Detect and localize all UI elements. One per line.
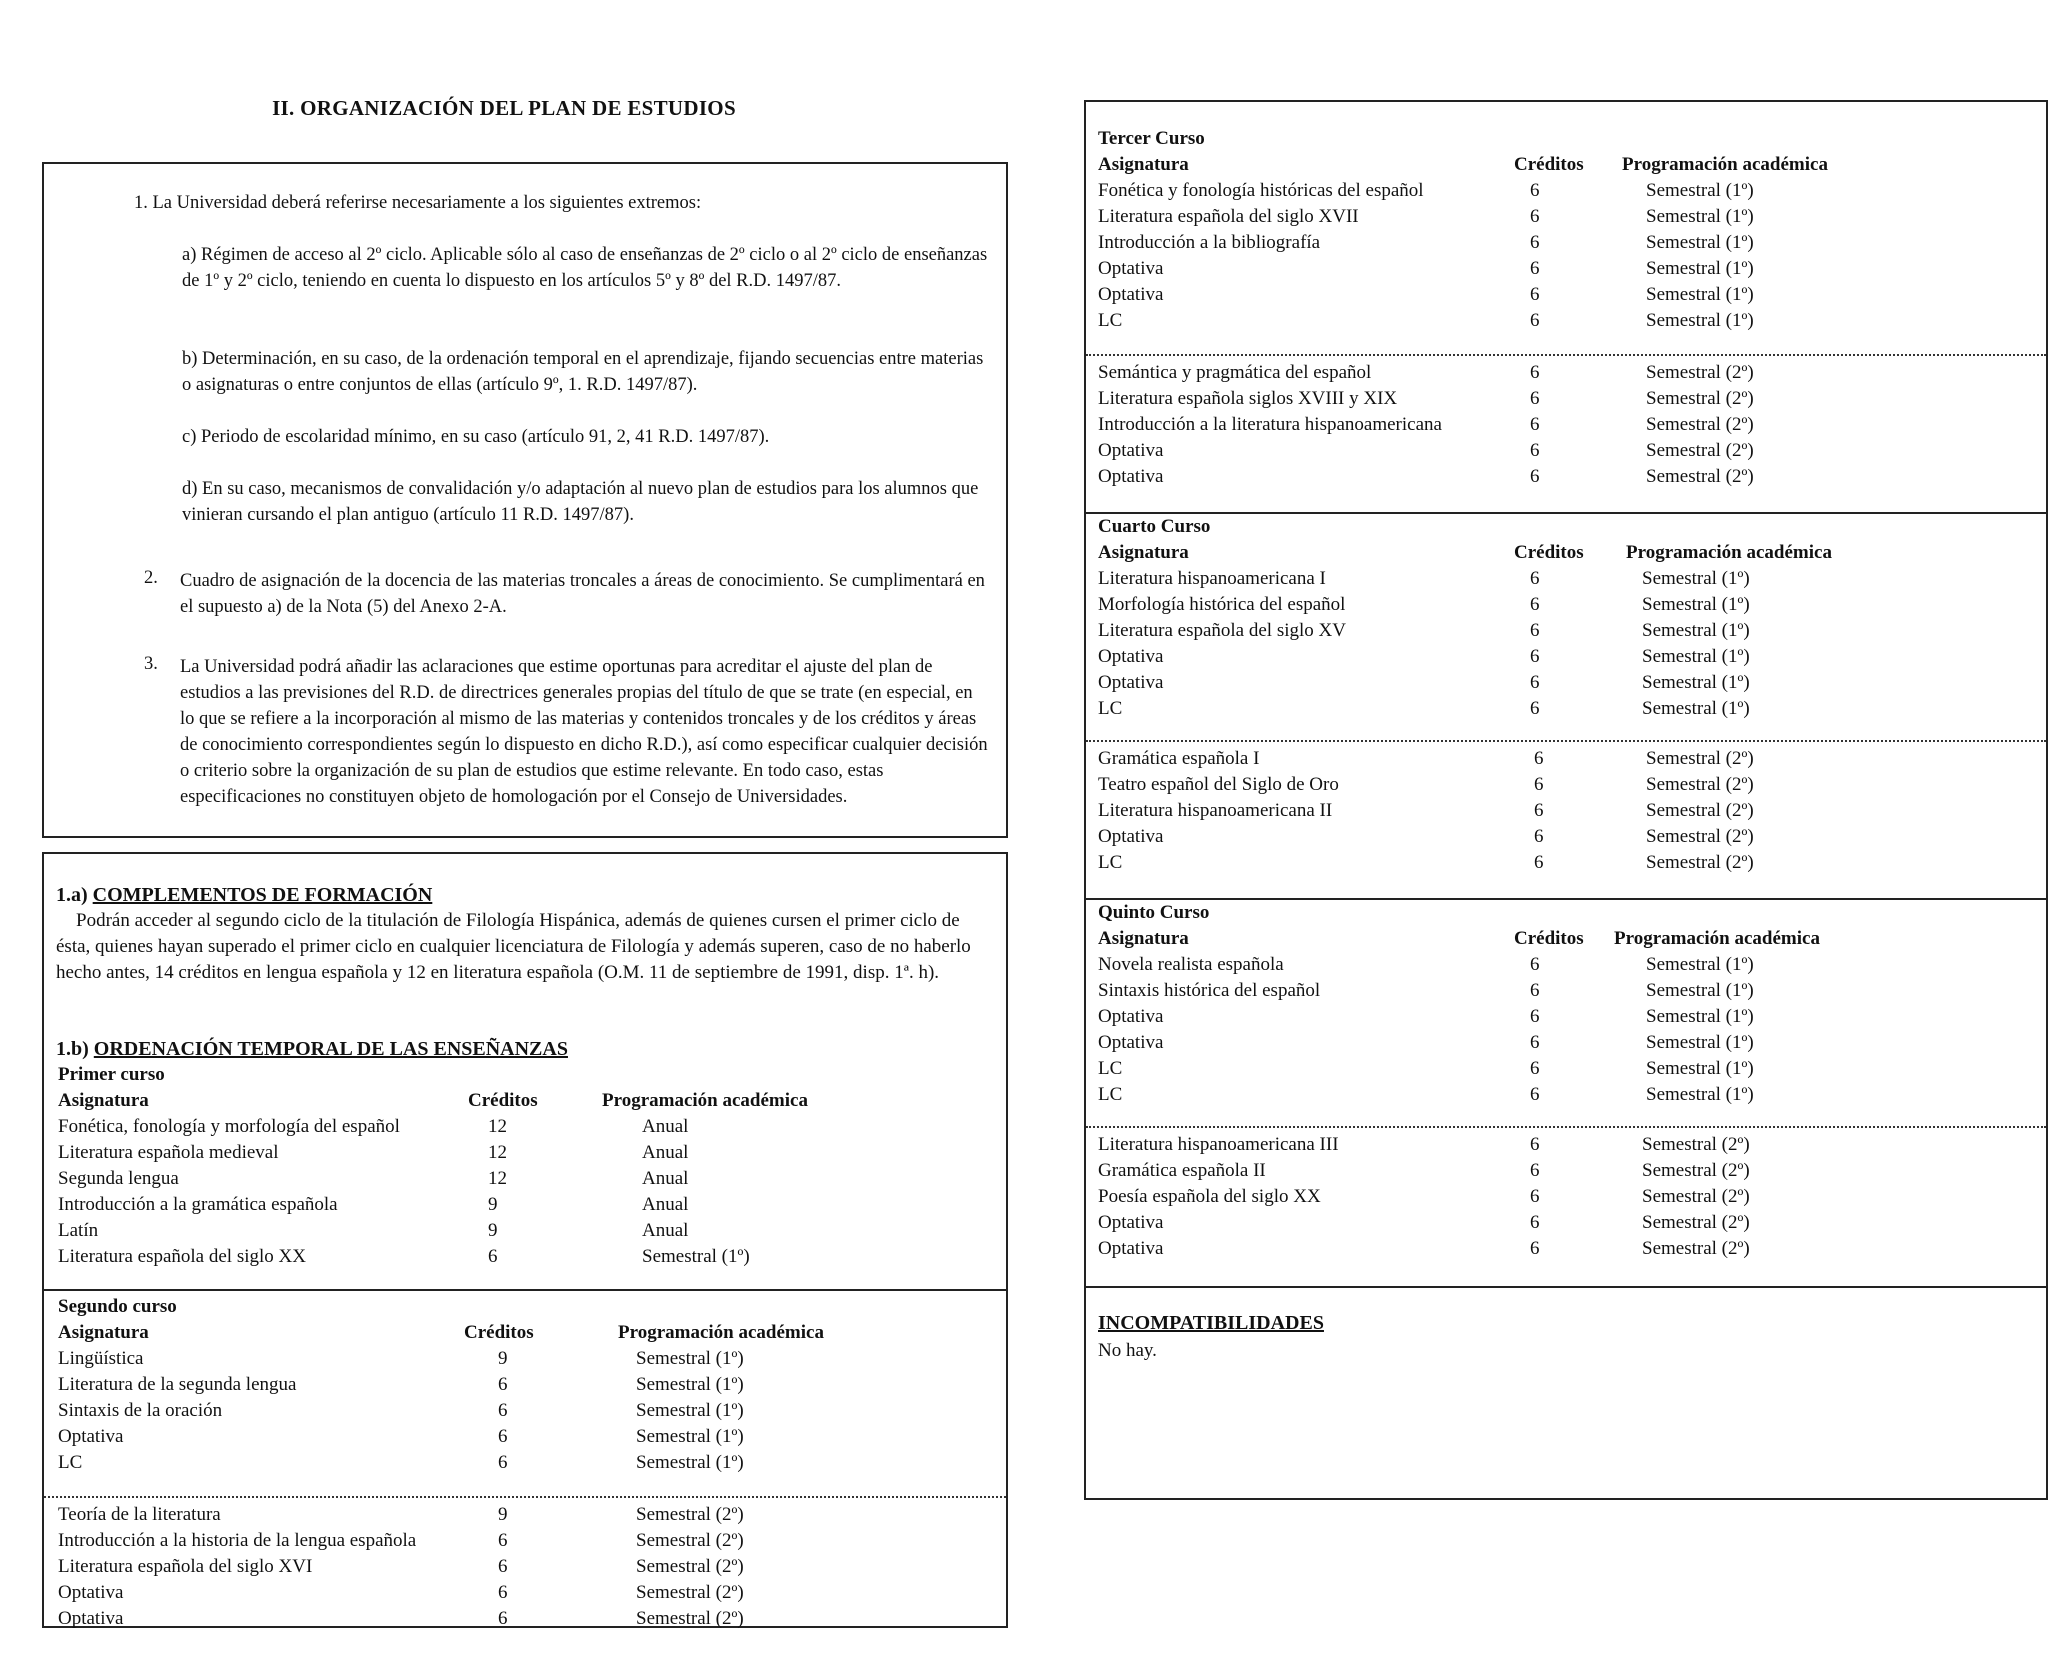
credits-cell: 6	[1530, 284, 1540, 305]
credits-cell: 9	[498, 1504, 508, 1525]
subject-cell: Optativa	[1098, 1212, 1164, 1233]
credits-cell: 6	[1530, 1186, 1540, 1207]
subject-cell: LC	[1098, 1084, 1123, 1105]
credits-cell: 6	[1530, 440, 1540, 461]
table-row	[1098, 698, 2028, 724]
table-row	[58, 1220, 958, 1246]
table-row	[58, 1142, 958, 1168]
table-row	[1098, 1212, 2028, 1238]
subject-cell: Gramática española I	[1098, 748, 1260, 769]
credits-cell: 12	[488, 1168, 507, 1189]
schedule-cell: Semestral (1º)	[1646, 310, 1754, 331]
schedule-cell: Semestral (1º)	[636, 1400, 744, 1421]
segundo-curso-table-2	[58, 1504, 958, 1634]
table-row	[58, 1374, 958, 1400]
table-row	[58, 1116, 958, 1142]
credits-cell: 6	[1530, 646, 1540, 667]
instruction-3-number: 3.	[144, 654, 158, 674]
col-programacion: Programación académica	[602, 1090, 808, 1111]
schedule-cell: Semestral (2º)	[636, 1556, 744, 1577]
subject-cell: Segunda lengua	[58, 1168, 179, 1189]
table-row	[1098, 774, 2028, 800]
schedule-cell: Anual	[642, 1116, 689, 1137]
col-asignatura: Asignatura	[1098, 542, 1189, 563]
schedule-cell: Semestral (1º)	[636, 1452, 744, 1473]
complementos-text: Podrán acceder al segundo ciclo de la titulación de Filología Hispánica, además de quienes cursen el primer ciclo de ésta, quienes hayan superado el primer ciclo en cualquier licenciatura de Filología y además superen, caso de no haberlo hecho antes, 14 créditos en lengua española y 12 en literatura española (O.M. 11 de septiembre de 1991, disp. 1ª. h).	[56, 910, 971, 983]
subject-cell: LC	[58, 1452, 83, 1473]
credits-cell: 6	[1530, 466, 1540, 487]
credits-cell: 6	[1530, 1238, 1540, 1259]
credits-cell: 6	[1530, 1160, 1540, 1181]
credits-cell: 6	[1530, 568, 1540, 589]
col-creditos: Créditos	[468, 1090, 538, 1111]
subject-cell: Literatura española siglos XVIII y XIX	[1098, 388, 1398, 409]
quinto-curso-table	[1098, 902, 2028, 1110]
credits-cell: 6	[1534, 800, 1544, 821]
subject-cell: Teatro español del Siglo de Oro	[1098, 774, 1339, 795]
table-row	[1098, 594, 2028, 620]
subject-cell: Semántica y pragmática del español	[1098, 362, 1372, 383]
subject-cell: Introducción a la bibliografía	[1098, 232, 1321, 253]
subject-cell: Literatura española del siglo XVI	[58, 1556, 313, 1577]
subject-cell: Literatura española del siglo XV	[1098, 620, 1346, 641]
credits-cell: 6	[1530, 1084, 1540, 1105]
subject-cell: LC	[1098, 310, 1123, 331]
credits-cell: 6	[1530, 258, 1540, 279]
col-creditos: Créditos	[1514, 542, 1584, 563]
subject-cell: Optativa	[58, 1426, 124, 1447]
credits-cell: 6	[1530, 232, 1540, 253]
tercer-curso-table-2	[1098, 362, 2028, 492]
subject-cell: Literatura española medieval	[58, 1142, 279, 1163]
subject-cell: Literatura española del siglo XX	[58, 1246, 306, 1267]
course-title: Cuarto Curso	[1098, 516, 1211, 537]
schedule-cell: Anual	[642, 1142, 689, 1163]
table-row	[1098, 980, 2028, 1006]
cuarto-curso-table	[1098, 516, 2028, 724]
course-title: Segundo curso	[58, 1296, 177, 1317]
table-row	[1098, 954, 2028, 980]
table-row	[58, 1608, 958, 1634]
credits-cell: 9	[488, 1220, 498, 1241]
table-row	[1098, 852, 2028, 878]
credits-cell: 6	[498, 1374, 508, 1395]
semester-divider	[1086, 354, 2046, 356]
credits-cell: 6	[1534, 774, 1544, 795]
schedule-cell: Semestral (1º)	[1642, 594, 1750, 615]
table-row	[1098, 414, 2028, 440]
section-separator	[1086, 898, 2046, 900]
subject-cell: Optativa	[1098, 1032, 1164, 1053]
col-programacion: Programación académica	[1614, 928, 1820, 949]
schedule-cell: Semestral (1º)	[1646, 232, 1754, 253]
subject-cell: Optativa	[1098, 826, 1164, 847]
col-programacion: Programación académica	[618, 1322, 824, 1343]
incompatibilidades-heading: INCOMPATIBILIDADES	[1098, 1312, 1324, 1334]
subject-cell: Optativa	[1098, 258, 1164, 279]
instruction-item-2: Cuadro de asignación de la docencia de las materias troncales a áreas de conocimiento. Se cumplimentará en el supuesto a) de la Nota (5) del Anexo 2-A.	[180, 571, 985, 617]
schedule-cell: Anual	[642, 1220, 689, 1241]
credits-cell: 6	[498, 1530, 508, 1551]
subject-cell: Fonética y fonología históricas del español	[1098, 180, 1424, 201]
schedule-cell: Semestral (2º)	[1646, 466, 1754, 487]
subject-cell: Teoría de la literatura	[58, 1504, 221, 1525]
col-programacion: Programación académica	[1622, 154, 1828, 175]
complementos-heading: 1.a) COMPLEMENTOS DE FORMACIÓN	[56, 884, 433, 906]
table-row	[58, 1426, 958, 1452]
credits-cell: 6	[1530, 180, 1540, 201]
table-row	[1098, 362, 2028, 388]
col-asignatura: Asignatura	[1098, 928, 1189, 949]
subject-cell: Optativa	[1098, 440, 1164, 461]
instructions-box	[42, 162, 1008, 838]
credits-cell: 6	[498, 1556, 508, 1577]
schedule-cell: Semestral (2º)	[636, 1582, 744, 1603]
schedule-cell: Semestral (1º)	[1646, 1032, 1754, 1053]
credits-cell: 6	[1530, 388, 1540, 409]
subject-cell: Literatura de la segunda lengua	[58, 1374, 297, 1395]
col-creditos: Créditos	[1514, 154, 1584, 175]
course-title: Quinto Curso	[1098, 902, 1210, 923]
schedule-cell: Semestral (1º)	[1642, 698, 1750, 719]
col-asignatura: Asignatura	[58, 1090, 149, 1111]
credits-cell: 6	[1530, 620, 1540, 641]
quinto-curso-table-2	[1098, 1134, 2028, 1264]
left-plan-box	[42, 852, 1008, 1628]
subject-cell: Optativa	[1098, 646, 1164, 667]
col-asignatura: Asignatura	[1098, 154, 1189, 175]
semester-divider	[1086, 740, 2046, 742]
table-row	[1098, 826, 2028, 852]
subject-cell: LC	[1098, 698, 1123, 719]
credits-cell: 6	[1530, 206, 1540, 227]
subject-cell: Novela realista española	[1098, 954, 1284, 975]
credits-cell: 6	[1530, 414, 1540, 435]
subject-cell: Optativa	[1098, 1238, 1164, 1259]
schedule-cell: Semestral (1º)	[1646, 180, 1754, 201]
credits-cell: 6	[1530, 1134, 1540, 1155]
subject-cell: Sintaxis histórica del español	[1098, 980, 1321, 1001]
table-row	[1098, 232, 2028, 258]
table-row	[1098, 388, 2028, 414]
credits-cell: 6	[1530, 698, 1540, 719]
table-row	[1098, 620, 2028, 646]
table-row	[1098, 1084, 2028, 1110]
schedule-cell: Semestral (1º)	[1646, 980, 1754, 1001]
subject-cell: Introducción a la historia de la lengua española	[58, 1530, 417, 1551]
incompatibilidades-text: No hay.	[1098, 1340, 1157, 1361]
subject-cell: Introducción a la gramática española	[58, 1194, 338, 1215]
subject-cell: LC	[1098, 1058, 1123, 1079]
course-title: Primer curso	[58, 1064, 165, 1085]
table-row	[1098, 180, 2028, 206]
schedule-cell: Semestral (1º)	[1646, 206, 1754, 227]
instruction-c: c) Periodo de escolaridad mínimo, en su caso (artículo 91, 2, 41 R.D. 1497/87).	[182, 427, 770, 447]
col-creditos: Créditos	[464, 1322, 534, 1343]
cuarto-curso-table-2	[1098, 748, 2028, 878]
table-row	[1098, 310, 2028, 336]
schedule-cell: Semestral (1º)	[1646, 1006, 1754, 1027]
section-separator	[44, 1289, 1006, 1291]
schedule-cell: Semestral (1º)	[636, 1374, 744, 1395]
table-row	[1098, 748, 2028, 774]
subject-cell: LC	[1098, 852, 1123, 873]
schedule-cell: Semestral (1º)	[636, 1426, 744, 1447]
table-row	[58, 1194, 958, 1220]
credits-cell: 6	[498, 1582, 508, 1603]
segundo-curso-table	[58, 1296, 958, 1478]
col-creditos: Créditos	[1514, 928, 1584, 949]
subject-cell: Literatura española del siglo XVII	[1098, 206, 1359, 227]
credits-cell: 6	[1530, 980, 1540, 1001]
subject-cell: Optativa	[58, 1608, 124, 1629]
schedule-cell: Semestral (1º)	[1642, 620, 1750, 641]
page-title: II. ORGANIZACIÓN DEL PLAN DE ESTUDIOS	[272, 96, 736, 120]
schedule-cell: Anual	[642, 1194, 689, 1215]
col-asignatura: Asignatura	[58, 1322, 149, 1343]
subject-cell: Sintaxis de la oración	[58, 1400, 223, 1421]
schedule-cell: Semestral (2º)	[1646, 748, 1754, 769]
schedule-cell: Semestral (2º)	[1642, 1134, 1750, 1155]
subject-cell: Introducción a la literatura hispanoamericana	[1098, 414, 1442, 435]
credits-cell: 6	[1530, 672, 1540, 693]
table-row	[58, 1530, 958, 1556]
instruction-2-number: 2.	[144, 568, 158, 588]
course-title: Tercer Curso	[1098, 128, 1205, 149]
table-row	[58, 1582, 958, 1608]
table-row	[58, 1556, 958, 1582]
credits-cell: 6	[498, 1608, 508, 1629]
table-row	[1098, 284, 2028, 310]
schedule-cell: Semestral (2º)	[1642, 1238, 1750, 1259]
schedule-cell: Semestral (2º)	[636, 1608, 744, 1629]
schedule-cell: Semestral (1º)	[1642, 568, 1750, 589]
instruction-b: b) Determinación, en su caso, de la ordenación temporal en el aprendizaje, fijando secuencias entre materias o asignaturas o entre conjuntos de ellas (artículo 9º, 1. R.D. 1497/87).	[182, 349, 984, 395]
subject-cell: Optativa	[58, 1582, 124, 1603]
schedule-cell: Semestral (1º)	[1646, 1058, 1754, 1079]
table-row	[1098, 1006, 2028, 1032]
schedule-cell: Semestral (2º)	[1642, 1186, 1750, 1207]
instruction-a: a) Régimen de acceso al 2º ciclo. Aplicable sólo al caso de enseñanzas de 2º ciclo o al 2º ciclo de enseñanzas de 1º y 2º ciclo, teniendo en cuenta lo dispuesto en los artículos 5º y 8º del R.D. 1497/87.	[182, 245, 988, 291]
credits-cell: 6	[1534, 852, 1544, 873]
primer-curso-table	[58, 1064, 958, 1272]
credits-cell: 6	[1534, 748, 1544, 769]
table-row	[1098, 1032, 2028, 1058]
table-row	[1098, 1134, 2028, 1160]
schedule-cell: Semestral (2º)	[1646, 414, 1754, 435]
credits-cell: 12	[488, 1116, 507, 1137]
schedule-cell: Semestral (1º)	[636, 1348, 744, 1369]
instruction-item-3: La Universidad podrá añadir las aclaraciones que estime oportunas para acreditar el ajuste del plan de estudios a las previsiones del R.D. de directrices generales propias del título de que se trate (en especial, en lo que se refiere a la incorporación al mismo de las materias y contenidos troncales y de los créditos y áreas de conocimiento correspondientes según lo dispuesto en dicho R.D.), así como especificar cualquier decisión o criterio sobre la organización de su plan de estudios que estime relevante. En todo caso, estas especificaciones no constituyen objeto de homologación por el Consejo de Universidades.	[180, 657, 988, 807]
schedule-cell: Semestral (1º)	[642, 1246, 750, 1267]
schedule-cell: Semestral (2º)	[1646, 774, 1754, 795]
table-row	[58, 1452, 958, 1478]
schedule-cell: Semestral (1º)	[1646, 1084, 1754, 1105]
table-row	[1098, 258, 2028, 284]
right-plan-box	[1084, 100, 2048, 1500]
subject-cell: Literatura hispanoamericana I	[1098, 568, 1326, 589]
credits-cell: 9	[488, 1194, 498, 1215]
subject-cell: Literatura hispanoamericana III	[1098, 1134, 1339, 1155]
instruction-item-1: 1. La Universidad deberá referirse necesariamente a los siguientes extremos:	[134, 193, 702, 213]
ordenacion-heading: 1.b) ORDENACIÓN TEMPORAL DE LAS ENSEÑANZAS	[56, 1038, 568, 1060]
table-row	[1098, 440, 2028, 466]
table-row	[58, 1348, 958, 1374]
credits-cell: 6	[1530, 954, 1540, 975]
schedule-cell: Semestral (2º)	[636, 1504, 744, 1525]
credits-cell: 6	[1530, 310, 1540, 331]
subject-cell: Optativa	[1098, 284, 1164, 305]
section-separator	[1086, 1286, 2046, 1288]
schedule-cell: Semestral (1º)	[1646, 258, 1754, 279]
table-row	[1098, 1058, 2028, 1084]
schedule-cell: Semestral (2º)	[1646, 362, 1754, 383]
subject-cell: Literatura hispanoamericana II	[1098, 800, 1333, 821]
table-row	[1098, 1160, 2028, 1186]
credits-cell: 6	[1530, 1006, 1540, 1027]
table-row	[58, 1246, 958, 1272]
table-row	[58, 1400, 958, 1426]
schedule-cell: Semestral (2º)	[1646, 800, 1754, 821]
subject-cell: Fonética, fonología y morfología del español	[58, 1116, 400, 1137]
schedule-cell: Semestral (2º)	[1642, 1212, 1750, 1233]
subject-cell: Morfología histórica del español	[1098, 594, 1346, 615]
subject-cell: Poesía española del siglo XX	[1098, 1186, 1321, 1207]
schedule-cell: Semestral (2º)	[1646, 852, 1754, 873]
schedule-cell: Semestral (2º)	[1646, 440, 1754, 461]
credits-cell: 9	[498, 1348, 508, 1369]
subject-cell: Optativa	[1098, 672, 1164, 693]
subject-cell: Optativa	[1098, 466, 1164, 487]
credits-cell: 6	[498, 1426, 508, 1447]
subject-cell: Gramática española II	[1098, 1160, 1266, 1181]
schedule-cell: Semestral (2º)	[1646, 388, 1754, 409]
schedule-cell: Anual	[642, 1168, 689, 1189]
table-row	[1098, 1238, 2028, 1264]
subject-cell: Latín	[58, 1220, 99, 1241]
credits-cell: 6	[1534, 826, 1544, 847]
instruction-d: d) En su caso, mecanismos de convalidación y/o adaptación al nuevo plan de estudios para los alumnos que vinieran cursando el plan antiguo (artículo 11 R.D. 1497/87).	[182, 479, 979, 525]
credits-cell: 6	[1530, 1032, 1540, 1053]
semester-divider	[1086, 1126, 2046, 1128]
tercer-curso-table	[1098, 128, 2028, 336]
schedule-cell: Semestral (2º)	[636, 1530, 744, 1551]
credits-cell: 6	[498, 1452, 508, 1473]
table-row	[1098, 646, 2028, 672]
section-separator	[1086, 512, 2046, 514]
schedule-cell: Semestral (1º)	[1642, 672, 1750, 693]
schedule-cell: Semestral (1º)	[1642, 646, 1750, 667]
table-row	[1098, 1186, 2028, 1212]
credits-cell: 12	[488, 1142, 507, 1163]
table-row	[1098, 206, 2028, 232]
subject-cell: Lingüística	[58, 1348, 144, 1369]
credits-cell: 6	[1530, 1058, 1540, 1079]
credits-cell: 6	[1530, 1212, 1540, 1233]
table-row	[1098, 800, 2028, 826]
table-row	[58, 1504, 958, 1530]
credits-cell: 6	[1530, 594, 1540, 615]
schedule-cell: Semestral (1º)	[1646, 954, 1754, 975]
table-row	[1098, 466, 2028, 492]
table-row	[1098, 568, 2028, 594]
credits-cell: 6	[1530, 362, 1540, 383]
table-row	[58, 1168, 958, 1194]
table-row	[1098, 672, 2028, 698]
subject-cell: Optativa	[1098, 1006, 1164, 1027]
schedule-cell: Semestral (1º)	[1646, 284, 1754, 305]
credits-cell: 6	[488, 1246, 498, 1267]
credits-cell: 6	[498, 1400, 508, 1421]
schedule-cell: Semestral (2º)	[1642, 1160, 1750, 1181]
schedule-cell: Semestral (2º)	[1646, 826, 1754, 847]
semester-divider	[44, 1496, 1006, 1498]
col-programacion: Programación académica	[1626, 542, 1832, 563]
